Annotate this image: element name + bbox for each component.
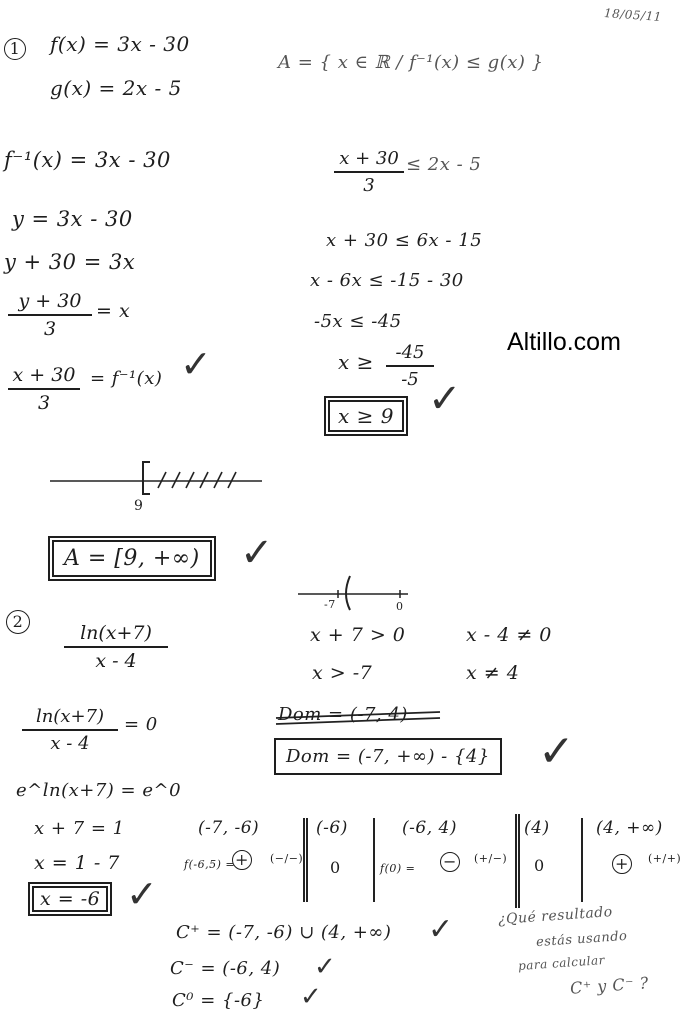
zero-equation-fraction xyxy=(22,706,118,754)
fraction-denominator: 3 xyxy=(37,392,51,414)
inverse-step-1: y = 3x - 30 xyxy=(12,207,133,231)
test-label-1: f(-6,5) = xyxy=(184,858,236,871)
interval-3: (-6, 4) xyxy=(402,818,457,838)
linear-step-2: x = 1 - 7 xyxy=(34,852,120,874)
function-fraction xyxy=(64,622,168,672)
inequality-result-box: x ≥ 9 xyxy=(328,400,404,432)
exponential-step: e^ln(x+7) = e^0 xyxy=(16,780,182,801)
inverse-title: f⁻¹(x) = 3x - 30 xyxy=(4,148,171,172)
fraction-denominator: -5 xyxy=(401,369,419,390)
set-definition: A = { x ∈ ℝ / f⁻¹(x) ≤ g(x) } xyxy=(278,52,544,73)
fraction-denominator: 3 xyxy=(363,175,375,196)
check-mark-icon: ✓ xyxy=(180,342,212,386)
sign-positive: + xyxy=(612,854,632,874)
number-line-ex1-tick: 9 xyxy=(134,498,144,514)
positivity-set: C⁺ = (-7, -6) ∪ (4, +∞) xyxy=(176,922,392,943)
sign-positive: + xyxy=(232,850,252,870)
inverse-step-2: y + 30 = 3x xyxy=(4,250,136,274)
sign-fraction: (−/−) xyxy=(270,852,304,865)
inequality-step-2: x + 30 ≤ 6x - 15 xyxy=(326,230,483,251)
fraction-numerator: ln(x+7) xyxy=(35,706,105,727)
exercise-2-number: 2 xyxy=(6,610,30,634)
fraction-numerator: ln(x+7) xyxy=(80,622,152,644)
answer-box-ex1: A = [9, +∞) xyxy=(52,540,212,577)
exercise-1-number: 1 xyxy=(4,38,26,60)
negativity-set: C⁻ = (-6, 4) xyxy=(170,958,281,979)
linear-step-1: x + 7 = 1 xyxy=(34,818,125,839)
fraction-denominator: 3 xyxy=(43,318,57,340)
teacher-note-line-2: estás usando xyxy=(535,928,628,951)
fraction-numerator: x + 30 xyxy=(12,364,76,386)
check-mark-icon: ✓ xyxy=(126,872,158,916)
root-box: x = -6 xyxy=(32,886,108,912)
watermark: Altillo.com xyxy=(507,328,621,356)
domain-condition-3: x > -7 xyxy=(312,662,373,684)
domain-condition-4: x ≠ 4 xyxy=(466,662,520,684)
number-line-ex2-tick: -7 xyxy=(324,598,336,611)
function-g: g(x) = 2x - 5 xyxy=(50,76,182,100)
fraction-numerator: -45 xyxy=(395,342,425,363)
domain-condition-1: x + 7 > 0 xyxy=(310,624,406,646)
fraction-numerator: y + 30 xyxy=(18,290,82,312)
domain-box: Dom = (-7, +∞) - {4} xyxy=(274,738,502,775)
inverse-step-4-rhs: = f⁻¹(x) xyxy=(90,368,163,389)
domain-condition-2: x - 4 ≠ 0 xyxy=(466,624,552,646)
inequality-step-3: x - 6x ≤ -15 - 30 xyxy=(310,270,464,291)
sign-zero: 0 xyxy=(534,856,545,875)
sign-zero: 0 xyxy=(330,858,341,877)
inverse-step-3-rhs: = x xyxy=(96,300,131,322)
sign-fraction: (+/−) xyxy=(474,852,508,865)
interval-2: (-6) xyxy=(316,818,348,838)
teacher-note-line-3: para calcular xyxy=(517,952,606,974)
test-label-2: f(0) = xyxy=(380,862,416,875)
check-mark-icon: ✓ xyxy=(240,530,274,576)
fraction-denominator: x - 4 xyxy=(95,650,137,672)
sign-negative: − xyxy=(440,852,460,872)
crossed-out-text: Dom = (-7, 4) xyxy=(278,704,408,725)
check-mark-icon: ✓ xyxy=(538,726,575,777)
function-f: f(x) = 3x - 30 xyxy=(50,32,190,56)
check-mark-icon: ✓ xyxy=(314,952,336,982)
interval-1: (-7, -6) xyxy=(198,818,260,838)
interval-4: (4) xyxy=(524,818,550,838)
number-line-ex2-tick: 0 xyxy=(396,600,404,613)
zero-set: C⁰ = {-6} xyxy=(172,990,265,1011)
sign-fraction: (+/+) xyxy=(648,852,682,865)
corner-date: 18/05/11 xyxy=(603,5,663,25)
interval-5: (4, +∞) xyxy=(596,818,663,838)
zero-equation-rhs: = 0 xyxy=(124,714,158,735)
check-mark-icon: ✓ xyxy=(428,376,462,422)
inequality-step-4: -5x ≤ -45 xyxy=(314,311,402,332)
fraction-denominator: x - 4 xyxy=(50,733,90,754)
teacher-note-line-4: C⁺ y C⁻ ? xyxy=(569,973,650,998)
inequality-step-5-lhs: x ≥ xyxy=(338,350,374,374)
fraction-numerator: x + 30 xyxy=(339,148,399,169)
check-mark-icon: ✓ xyxy=(428,912,454,947)
inequality-rhs: ≤ 2x - 5 xyxy=(406,154,482,175)
teacher-note-line-1: ¿Qué resultado xyxy=(497,904,614,928)
check-mark-icon: ✓ xyxy=(300,982,322,1012)
